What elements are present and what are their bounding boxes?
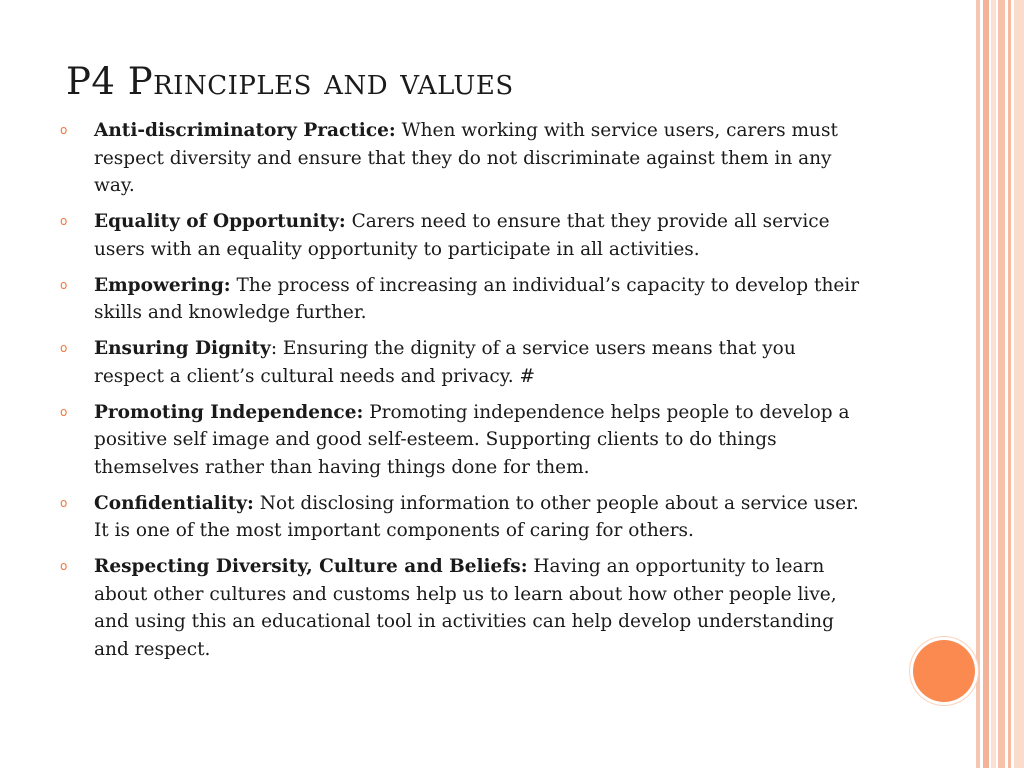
item-term: Anti-discriminatory Practice: — [94, 120, 396, 141]
item-text: : Ensuring the dignity of a service users means that you respect a client’s cultural needs and privacy. # — [94, 338, 796, 387]
bullet-icon: o — [60, 123, 68, 137]
decorative-stripe — [991, 0, 996, 768]
item-term: Ensuring Dignity — [94, 338, 271, 359]
slide-title: P4 Principles and values — [66, 60, 514, 103]
item-term: Respecting Diversity, Culture and Beliefs: — [94, 556, 528, 577]
list-item — [58, 490, 868, 545]
bullet-icon: o — [60, 341, 68, 355]
decorative-stripe — [1008, 0, 1011, 768]
item-text: When working with service users, carers must respect diversity and ensure that they do not discriminate against them in any way. — [94, 120, 838, 196]
decorative-stripe — [976, 0, 980, 768]
item-term: Equality of Opportunity: — [94, 211, 346, 232]
decorative-stripe — [1014, 0, 1024, 768]
list-item — [58, 399, 868, 482]
item-term: Promoting Independence: — [94, 401, 364, 423]
item-text: The process of increasing an individual’s capacity to develop their skills and knowledge further. — [94, 274, 860, 323]
bullet-list — [58, 117, 868, 672]
list-item — [58, 335, 868, 390]
item-text: Promoting independence helps people to develop a positive self image and good self-esteem. Supporting clients to do things themselves rather than having things done for them. — [94, 401, 850, 478]
item-text: Having an opportunity to learn about other cultures and customs help us to learn about how other people live, and using this an educational tool in activities can help develop understanding and respect. — [94, 556, 837, 660]
bullet-icon: o — [60, 214, 68, 228]
bullet-icon: o — [60, 495, 68, 510]
decorative-circle-icon — [913, 640, 975, 702]
list-item — [58, 553, 868, 663]
decorative-stripe — [983, 0, 989, 768]
bullet-icon: o — [60, 404, 68, 419]
bullet-icon: o — [60, 559, 68, 573]
item-term: Empowering: — [94, 274, 231, 296]
item-term: Confidentiality: — [94, 492, 254, 514]
decorative-stripe — [998, 0, 1005, 768]
item-text: Not disclosing information to other people about a service user. It is one of the most important components of caring for others. — [94, 492, 859, 541]
bullet-icon: o — [60, 277, 68, 292]
list-item — [58, 208, 868, 263]
list-item — [58, 272, 868, 327]
list-item — [58, 117, 868, 200]
item-text: Carers need to ensure that they provide all service users with an equality opportunity to participate in all activities. — [94, 211, 830, 260]
